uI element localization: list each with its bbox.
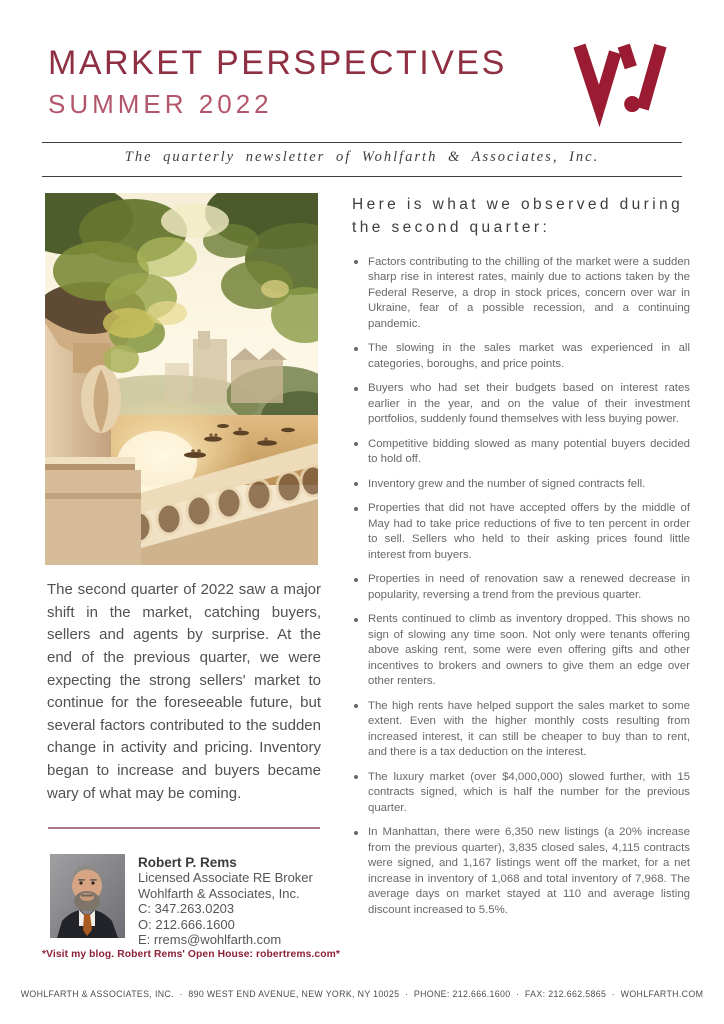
agent-cell-phone: C: 347.263.0203 xyxy=(138,901,235,917)
list-item: Rents continued to climb as inventory dropped. This shows no sign of slowing any time soon. Not only were tenants offering above asking rent, some were even offering gifts and other incentives to brokers and owners to give them an edge over other renters. xyxy=(352,612,690,690)
page-title: MARKET PERSPECTIVES xyxy=(48,44,507,82)
list-item: Inventory grew and the number of signed contracts fell. xyxy=(352,477,690,493)
header-rule-top xyxy=(42,142,682,143)
list-item: Factors contributing to the chilling of the market were a sudden sharp rise in interest rates, mainly due to actions taken by the Federal Reserve, a drop in stock prices, concern over war in Ukraine, fear of a possible recession, and a continuing pandemic. xyxy=(352,255,690,333)
central-park-photo xyxy=(45,193,318,565)
agent-company: Wohlfarth & Associates, Inc. xyxy=(138,885,300,901)
page-subtitle: SUMMER 2022 xyxy=(48,88,273,119)
observations-heading: Here is what we observed during the second quarter: xyxy=(352,196,684,236)
list-item: Buyers who had set their budgets based on interest rates earlier in the year, and on the value of their investment portfolios, suddenly found themselves with less buying power. xyxy=(352,381,690,428)
list-item: Properties in need of renovation saw a renewed decrease in popularity, reversing a trend from the previous quarter. xyxy=(352,572,690,603)
footer-contact-line: WOHLFARTH & ASSOCIATES, INC. · 890 WEST END AVENUE, NEW YORK, NY 10025 · PHONE: 212.666.1600 · FAX: 212.662.5865 · WOHLFARTH.COM xyxy=(20,989,704,999)
blog-link-note[interactable]: *Visit my blog. Robert Rems' Open House: robertrems.com* xyxy=(42,949,340,960)
agent-headshot-photo xyxy=(50,854,125,938)
observations-section xyxy=(352,194,690,927)
list-item: Competitive bidding slowed as many potential buyers decided to hold off. xyxy=(352,437,690,468)
agent-job-title: Licensed Associate RE Broker xyxy=(138,870,313,886)
agent-email[interactable]: E: rrems@wohlfarth.com xyxy=(138,932,282,948)
list-item: The slowing in the sales market was experienced in all categories, boroughs, and price points. xyxy=(352,341,690,372)
agent-name: Robert P. Rems xyxy=(138,855,237,870)
header-rule-bottom xyxy=(42,176,682,177)
header xyxy=(48,46,507,120)
agent-office-phone: O: 212.666.1600 xyxy=(138,916,235,932)
list-item: In Manhattan, there were 6,350 new listings (a 20% increase from the previous quarter), 3,835 closed sales, 4,115 contracts were signed, and 1,167 listings went off the market, for a net increase in inventory of 1,068 and total inventory of 7,968. The average days on market stayed at 110 and average listing discount increased to 5.5%. xyxy=(352,825,690,918)
wohlfarth-logo-icon xyxy=(570,40,668,135)
newsletter-tagline: The quarterly newsletter of Wohlfarth & Associates, Inc. xyxy=(124,149,600,165)
list-item: The high rents have helped support the sales market to some extent. Even with the higher monthly costs resulting from increased interest, it can still be cheaper to buy than to rent, and there is a tax deduction on the interest. xyxy=(352,699,690,761)
intro-paragraph: The second quarter of 2022 saw a major shift in the market, catching buyers, sellers and agents by surprise. At the end of the previous quarter, we were expecting the strong sellers' market to continue for the foreseeable future, but several factors contributed to the sudden change in activity and pricing. Inventory began to increase and buyers became wary of what may be coming. xyxy=(47,581,321,802)
list-item: The luxury market (over $4,000,000) slowed further, with 15 contracts signed, which is half the number for the previous quarter. xyxy=(352,770,690,817)
observations-list xyxy=(352,255,690,919)
list-item: Properties that did not have accepted offers by the middle of May had to take price reductions of five to ten percent in order to sell. Sellers who held to their asking prices found little interest from buyers. xyxy=(352,501,690,563)
left-column-divider xyxy=(48,827,320,829)
agent-contact-card xyxy=(50,854,313,949)
